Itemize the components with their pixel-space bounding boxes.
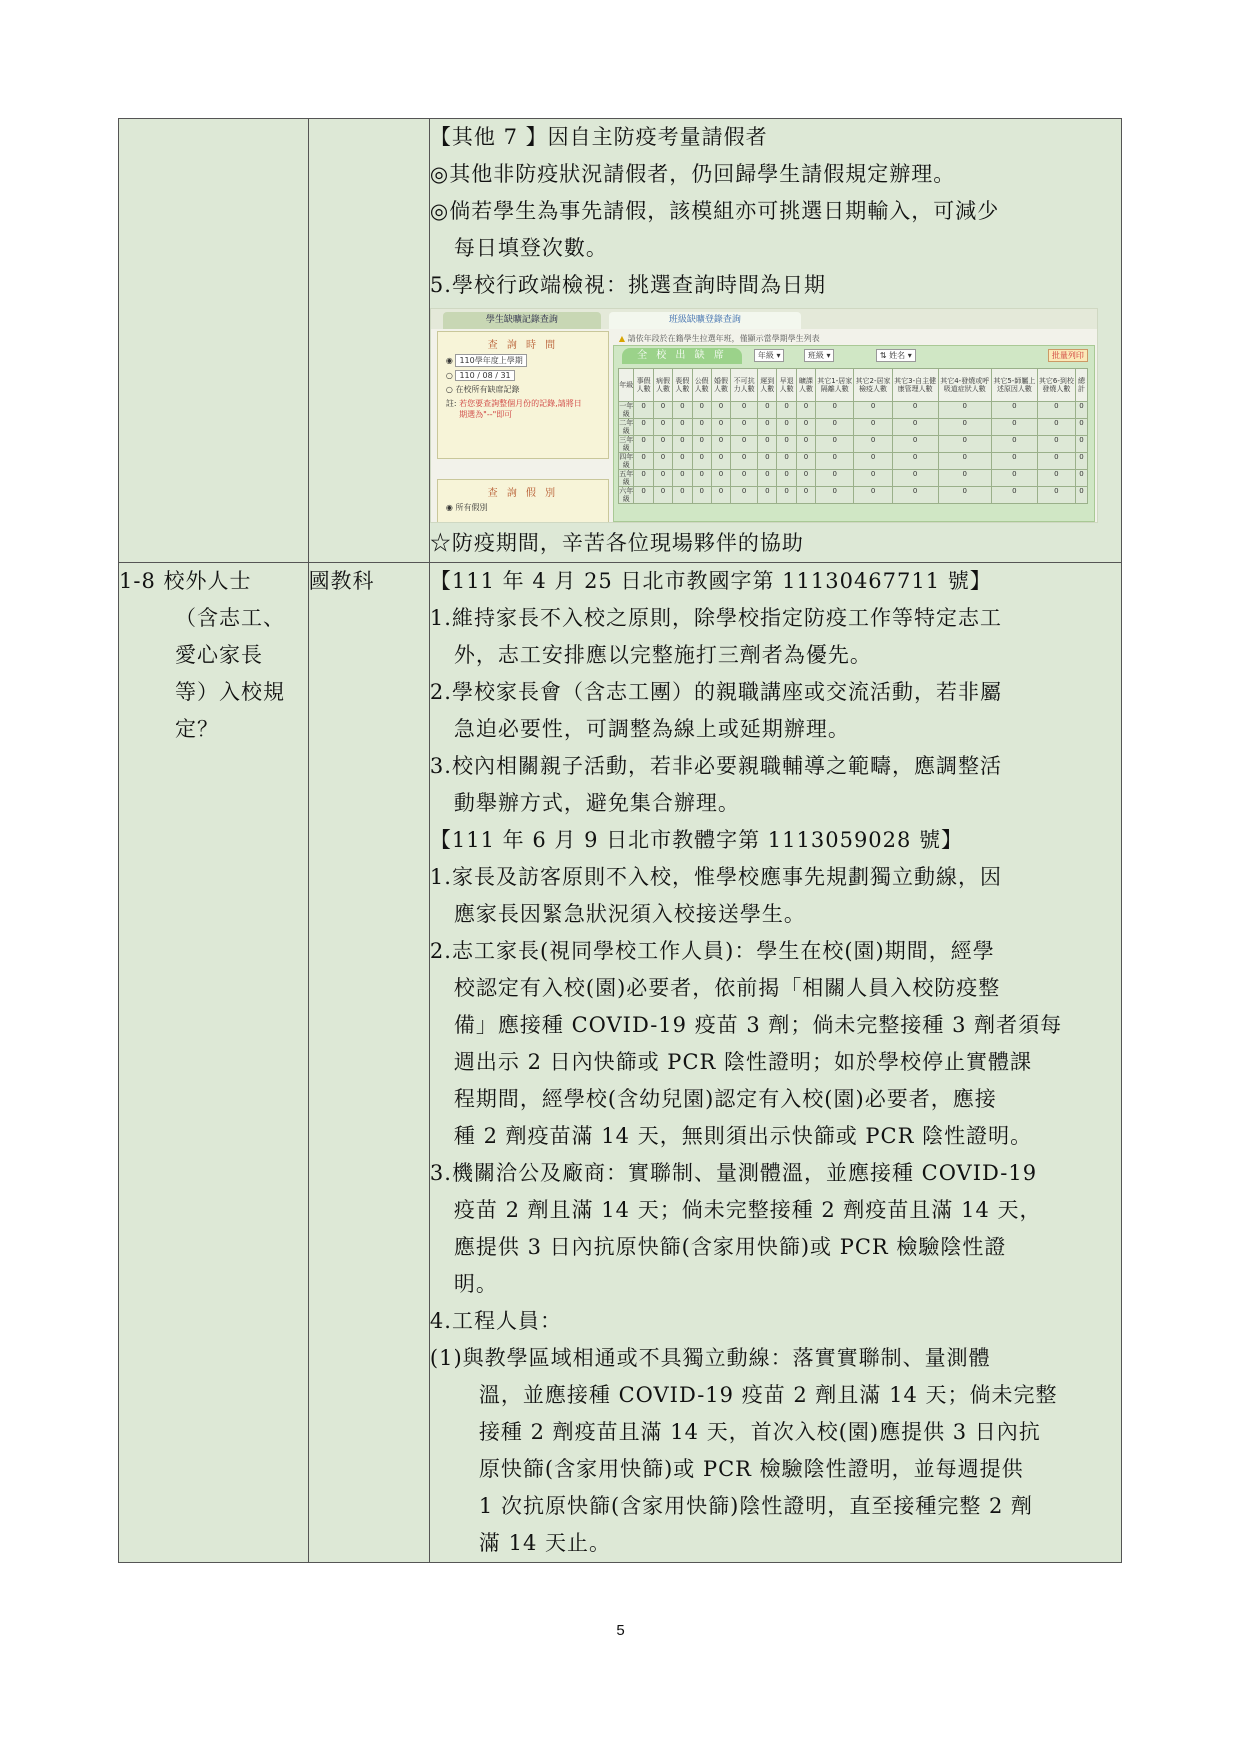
text-line: 溫，並應接種 COVID-19 疫苗 2 劑且滿 14 天；倘未完整 [478,1383,1058,1407]
text-line: 滿 14 天止。 [478,1531,611,1555]
grid-row-label: 二年級 [619,419,634,435]
notice-text: 請依年段於在籍學生拉選年班，僅顯示當學期學生列表 [627,334,820,343]
attendance-grid-panel [613,345,1095,522]
grid-cell: 0 [1037,436,1075,453]
grid-cell: 0 [634,487,653,504]
grid-cell: 0 [854,402,892,419]
grid-cell: 0 [711,436,730,453]
grid-cell: 0 [673,470,692,487]
grid-row-label: 五年級 [619,470,634,486]
number-cell-empty [119,119,309,563]
grid-cell: 0 [816,487,854,504]
text-line: 外，志工安排應以完整施打三劑者為優先。 [453,643,872,667]
grid-cell: 0 [653,402,672,419]
radio-all: ○ 在校所有缺席記錄 [445,385,520,394]
grid-cell: 0 [938,436,991,453]
text-line: 接種 2 劑疫苗且滿 14 天，首次入校(園)應提供 3 日內抗 [478,1420,1041,1444]
grid-cell: 0 [634,470,653,487]
grid-cell: 0 [796,402,815,419]
grid-cell: 0 [991,402,1037,419]
grid-cell: 0 [816,436,854,453]
grid-column-header: 總計 [1076,369,1088,402]
note-label: 註: [445,399,457,408]
grid-cell: 0 [777,487,796,504]
text-line: 應家長因緊急狀況須入校接送學生。 [453,902,806,926]
grid-cell: 0 [634,402,653,419]
query-time-panel [437,331,609,459]
text-line: ◎倘若學生為事先請假，該模組亦可挑選日期輸入，可減少 [429,199,1000,223]
text-line: 3.校內相關親子活動，若非必要親職輔導之範疇，應調整活 [429,754,1002,778]
grid-cell: 0 [711,453,730,470]
grid-row [618,436,1087,453]
grid-column-header: 其它3-自主健康管理人數 [892,369,938,402]
grid-cell: 0 [777,453,796,470]
grid-column-header: 公假人數 [692,369,711,402]
item-title-line: 定？ [175,717,219,741]
grid-cell: 0 [892,419,938,436]
grid-cell: 0 [731,436,758,453]
attendance-grid [618,368,1088,504]
text-line: 【111 年 6 月 9 日北市教體字第 1113059028 號】 [429,828,964,852]
grid-cell: 0 [1076,436,1088,453]
tab-class-absence: 班級缺曠登錄查詢 [609,312,801,329]
text-line: 程期間，經學校(含幼兒園)認定有入校(園)必要者，應接 [453,1087,997,1111]
radio-date: ○ 110 / 08 / 31 [438,370,608,381]
grid-cell: 0 [1037,470,1075,487]
grid-column-header: 其它1-居家隔離人數 [816,369,854,402]
grid-cell: 0 [796,453,815,470]
grid-cell: 0 [1037,419,1075,436]
grid-cell: 0 [796,470,815,487]
text-line: 動舉辦方式，避免集合辦理。 [453,791,740,815]
text-line: 1 次抗原快篩(含家用快篩)陰性證明，直至接種完整 2 劑 [478,1494,1034,1518]
grid-cell: 0 [731,419,758,436]
grid-column-header: 婚假人數 [711,369,730,402]
semester-select: 110學年度上學期 [455,354,526,367]
grid-cell: 0 [1037,402,1075,419]
content-cell [429,119,1121,563]
query-time-title: 查 詢 時 間 [487,340,559,351]
grid-cell: 0 [1076,402,1088,419]
grid-column-header: 曠課人數 [796,369,815,402]
grid-column-header: 其它4-發燒或呼吸道症狀人數 [938,369,991,402]
text-line: (1)與教學區域相通或不具獨立動線：落實實聯制、量測體 [429,1346,991,1370]
grid-cell: 0 [777,419,796,436]
grid-column-header: 病假人數 [653,369,672,402]
grid-row [618,402,1087,419]
grid-cell: 0 [796,419,815,436]
text-line: 明。 [453,1272,498,1296]
text-line: 應提供 3 日內抗原快篩(含家用快篩)或 PCR 檢驗陰性證 [453,1235,1007,1259]
text-line: 3.機關洽公及廠商：實聯制、量測體溫，並應接種 COVID-19 [429,1161,1038,1185]
grid-cell: 0 [1076,487,1088,504]
grid-cell: 0 [731,402,758,419]
grid-cell: 0 [673,487,692,504]
grid-cell: 0 [816,402,854,419]
grid-cell: 0 [758,436,777,453]
text-line: 種 2 劑疫苗滿 14 天，無則須出示快篩或 PCR 陰性證明。 [453,1124,1033,1148]
text-line: 週出示 2 日內快篩或 PCR 陰性證明；如於學校停止實體課 [453,1050,1032,1074]
grid-cell: 0 [653,470,672,487]
grid-cell: 0 [991,487,1037,504]
grid-row-label: 六年級 [619,487,634,503]
grid-cell: 0 [758,402,777,419]
text-line: ◎其他非防疫狀況請假者，仍回歸學生請假規定辦理。 [429,162,956,186]
text-line: 1.維持家長不入校之原則，除學校指定防疫工作等特定志工 [429,606,1002,630]
grid-cell: 0 [692,453,711,470]
grid-cell: 0 [854,487,892,504]
grid-cell: 0 [892,402,938,419]
radio-semester: ◉ 110學年度上學期 [438,354,608,367]
export-button: 批量列印 [1048,349,1088,362]
grid-column-header: 年級 [618,369,634,402]
text-line: 【其他 7 】因自主防疫考量請假者 [429,125,768,149]
grid-cell: 0 [673,453,692,470]
department-cell [308,563,429,1563]
grid-cell: 0 [731,470,758,487]
grid-row-label: 四年級 [619,453,634,469]
grid-cell: 0 [692,402,711,419]
grid-row-label: 三年級 [619,436,634,452]
grid-column-header: 其它2-居家檢疫人數 [854,369,892,402]
grid-column-header: 其它6-到校發燒人數 [1037,369,1075,402]
page-number: 5 [616,1622,625,1639]
text-line: 疫苗 2 劑且滿 14 天；倘未完整接種 2 劑疫苗且滿 14 天， [453,1198,1042,1222]
text-line: 急迫必要性，可調整為線上或延期辦理。 [453,717,850,741]
embedded-screenshot [430,308,1098,523]
department-cell-empty [308,119,429,563]
grid-cell: 0 [653,419,672,436]
text-line: 2.學校家長會（含志工團）的親職講座或交流活動，若非屬 [429,680,1002,704]
warning-icon: ▲ [618,334,626,343]
grid-cell: 0 [892,470,938,487]
grid-cell: 0 [854,419,892,436]
grid-column-header: 喪假人數 [673,369,692,402]
grid-cell: 0 [938,487,991,504]
text-line: 【111 年 4 月 25 日北市教國字第 11130467711 號】 [429,569,992,593]
grid-row [618,487,1087,504]
content-cell [429,563,1121,1563]
query-type-title: 查 詢 假 別 [487,488,559,499]
tab-student-absence: 學生缺曠記錄查詢 [443,312,601,329]
text-line: 4.工程人員： [429,1309,562,1333]
grid-row [618,470,1087,487]
grid-cell: 0 [711,487,730,504]
grid-row [618,419,1087,436]
grid-column-header: 不可抗力人數 [731,369,758,402]
radio-all-types: ◉ 所有假別 [445,503,488,512]
date-select: 110 / 08 / 31 [455,370,514,381]
grid-cell: 0 [796,487,815,504]
item-title-line: （含志工、 [175,606,285,630]
text-line: 每日填登次數。 [453,236,608,260]
note-text: 若您要查詢整個月份的記錄,請將日期選為"--"即可 [459,399,582,419]
grid-cell: 0 [758,419,777,436]
grid-cell: 0 [1076,470,1088,487]
grid-column-header: 早退人數 [777,369,796,402]
query-type-panel [437,479,609,523]
tab-bar [431,309,1097,329]
grid-cell: 0 [673,419,692,436]
grid-cell: 0 [991,453,1037,470]
grid-cell: 0 [673,402,692,419]
name-select: ⇅ 姓名 ▾ [876,349,916,362]
grid-cell: 0 [1037,453,1075,470]
grid-cell: 0 [816,470,854,487]
grid-cell: 0 [1076,453,1088,470]
all-records-label: 在校所有缺席記錄 [455,385,520,394]
grid-cell: 0 [1076,419,1088,436]
grid-cell: 0 [796,436,815,453]
grid-cell: 0 [758,487,777,504]
grid-cell: 0 [991,419,1037,436]
grid-cell: 0 [854,436,892,453]
text-line: 5.學校行政端檢視：挑選查詢時間為日期 [429,273,826,297]
grid-cell: 0 [653,436,672,453]
notice [619,333,820,344]
grid-cell: 0 [938,402,991,419]
grid-cell: 0 [653,453,672,470]
grid-cell: 0 [634,419,653,436]
grid-cell: 0 [731,487,758,504]
text-line: 原快篩(含家用快篩)或 PCR 檢驗陰性證明，並每週提供 [478,1457,1024,1481]
grid-cell: 0 [892,436,938,453]
grid-cell: 0 [938,453,991,470]
grid-cell: 0 [892,487,938,504]
grid-cell: 0 [692,470,711,487]
grid-cell: 0 [892,453,938,470]
grid-cell: 0 [711,470,730,487]
grid-cell: 0 [816,419,854,436]
number-title-cell [119,563,309,1563]
text-line: 校認定有入校(園)必要者，依前揭「相關人員入校防疫整 [453,976,1001,1000]
grid-cell: 0 [692,419,711,436]
grid-cell: 0 [731,453,758,470]
table-row [119,563,1122,1563]
department-name: 國教科 [308,569,375,593]
grid-cell: 0 [711,402,730,419]
grid-column-header: 遲到人數 [758,369,777,402]
note [438,398,608,420]
grid-cell: 0 [991,436,1037,453]
grid-row-label: 一年級 [619,402,634,418]
grid-cell: 0 [777,402,796,419]
text-line: 1.家長及訪客原則不入校，惟學校應事先規劃獨立動線，因 [429,865,1002,889]
grid-cell: 0 [1037,487,1075,504]
grid-cell: 0 [854,453,892,470]
grid-column-header: 其它5-師屬上述原因人數 [991,369,1037,402]
item-title-line: 等）入校規 [175,680,285,704]
grid-cell: 0 [758,453,777,470]
all-types-label: 所有假別 [455,503,488,512]
grid-cell: 0 [816,453,854,470]
grid-row [618,453,1087,470]
grade-select: 年級 ▾ [754,349,785,362]
grid-cell: 0 [634,453,653,470]
grid-cell: 0 [634,436,653,453]
text-line: 備」應接種 COVID-19 疫苗 3 劑；倘未完整接種 3 劑者須每 [453,1013,1063,1037]
item-title-line: 1-8 校外人士 [119,569,252,593]
grid-cell: 0 [692,436,711,453]
grid-cell: 0 [692,487,711,504]
grid-cell: 0 [653,487,672,504]
grid-cell: 0 [777,436,796,453]
text-line: ☆防疫期間，辛苦各位現場夥伴的協助 [429,531,804,555]
grid-cell: 0 [673,436,692,453]
grid-cell: 0 [777,470,796,487]
grid-cell: 0 [711,419,730,436]
grid-cell: 0 [938,419,991,436]
grid-cell: 0 [854,470,892,487]
grid-cell: 0 [991,470,1037,487]
item-title-line: 愛心家長 [175,643,263,667]
content-table [118,118,1122,1563]
grid-title: 全 校 出 缺 席 [622,348,742,364]
grid-cell: 0 [758,470,777,487]
grid-cell: 0 [938,470,991,487]
text-line: 2.志工家長(視同學校工作人員)：學生在校(園)期間，經學 [429,939,995,963]
table-row [119,119,1122,563]
grid-column-header: 事假人數 [634,369,653,402]
class-select: 班級 ▾ [804,349,835,362]
